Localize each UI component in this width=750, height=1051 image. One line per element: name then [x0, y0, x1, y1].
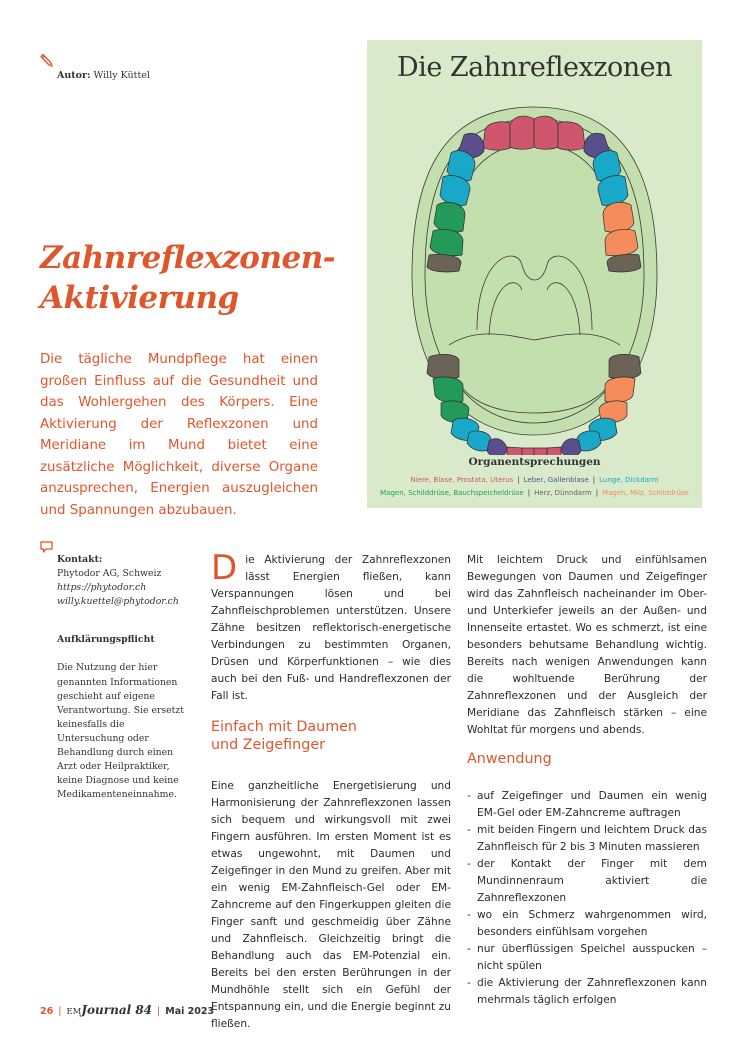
- magazine-title: Journal 84: [81, 1003, 153, 1017]
- title-line-1: Zahnreflexzonen-: [40, 240, 336, 276]
- pencil-icon: [40, 53, 54, 67]
- disclaimer-text: Die Nutzung der hier genannten Informationen geschieht auf eigene Verantwortung. Sie ersetzt keinesfalls die Untersuchung oder Behandlung durch einen Arzt oder Heilpraktiker, keine Diagnose und keine Medikamenteneinnahme.: [57, 662, 185, 801]
- lead-paragraph: Die tägliche Mundpflege hat einen großen Einfluss auf die Gesundheit und das Wohlergehen des Körpers. Eine Aktivierung der Reflexzonen und Meridiane im Mund bietet eine zusätzliche Möglichkeit, diverse Organe anzusprechen, Energien auszugleichen und Spannungen abzubauen.: [40, 352, 318, 518]
- disclaimer-title: Aufklärungspflicht: [57, 634, 155, 646]
- intro-paragraph: [211, 548, 451, 705]
- legend-separator: |: [517, 476, 520, 484]
- list-item: - die Aktivierung der Zahnreflexzonen kann mehrmals täglich erfolgen: [467, 975, 707, 1009]
- dropcap: D: [211, 548, 238, 588]
- contact-company: Phytodor AG, Schweiz: [57, 568, 162, 580]
- section-heading-application: Anwendung: [467, 751, 552, 767]
- magazine-prefix: EM: [66, 1007, 82, 1017]
- list-item: - mit beiden Fingern und leichtem Druck das Zahnfleisch für 2 bis 3 Minuten massieren: [467, 822, 707, 856]
- section-paragraph: Eine ganzheitliche Energetisierung und Harmonisierung der Zahnreflexzonen lassen sich bequem und wirkungsvoll mit zwei Fingern ausführen. Im ersten Moment ist es etwas ungewohnt, mit Daumen und Zeigefinger in den Mund zu greifen. Aber mit ein wenig EM-Zahnfleisch-Gel oder EM-Zahncreme auf den Fingerkuppen gleiten die Finger sanft und geschmeidig über Zähne und Zahnfleisch. Gleichzeitig bringt die Behandlung auch das EM-Potenzial ein. Bereits bei den ersten Berührungen in der Mundhöhle stellt sich ein Gefühl der Entspannung ein, und die Energie beginnt zu fließen.: [211, 780, 451, 1030]
- section-heading-line-1: Einfach mit Daumen: [211, 719, 357, 735]
- legend-item-liver: Leber, Gallenblase: [523, 476, 589, 484]
- page-footer: [40, 1003, 214, 1017]
- legend-item-kidney: Niere, Blase, Prostata, Uterus: [410, 476, 514, 484]
- contact-label: Kontakt:: [57, 554, 103, 565]
- speech-bubble-icon: [40, 541, 53, 553]
- author-label: Autor:: [57, 70, 91, 81]
- list-item: - der Kontakt der Finger mit dem Mundinnenraum aktiviert die Zahnreflexzonen: [467, 856, 707, 907]
- application-steps-list: [467, 788, 707, 1009]
- figure-title: Die Zahnreflexzonen: [397, 52, 672, 83]
- legend-separator: |: [595, 489, 599, 497]
- article-column-2: [467, 552, 707, 1009]
- legend-row: [367, 489, 702, 497]
- list-item: - wo ein Schmerz wahrgenommen wird, besonders einfühlsam vorgehen: [467, 907, 707, 941]
- legend-row: [367, 476, 702, 484]
- mouth-diagram: [367, 95, 702, 455]
- page-number: 26: [40, 1006, 54, 1017]
- list-item: - nur überflüssigen Speichel ausspucken – nicht spülen: [467, 941, 707, 975]
- article-column-1: [211, 548, 451, 1033]
- legend-separator: |: [527, 489, 531, 497]
- body-paragraph: Mit leichtem Druck und einfühlsamen Bewegungen von Daumen und Zeigefinger wird das Zahnfleisch nacheinander im Ober- und Unterkiefer jeweils an der Außen- und Innenseite ertastet. Wo es schmerzt, ist eine besonders behutsame Behandlung wichtig. Bereits nach wenigen Anwendungen kann die wohltuende Berührung der Zahnreflexzonen und der Ausgleich der Meridiane das Zahnfleisch stärken – eine Wohltat für morgens und abends.: [467, 554, 707, 736]
- legend-item-stomach-spleen: Magen, Milz, Schilddrüse: [602, 489, 689, 497]
- section-heading-line-2: und Zeigefinger: [211, 737, 325, 753]
- tooth-reflex-zones-figure: [367, 40, 702, 508]
- footer-separator: |: [58, 1006, 62, 1017]
- legend-item-stomach-thyroid: Magen, Schilddrüse, Bauchspeicheldrüse: [380, 489, 524, 497]
- author-name: Willy Küttel: [93, 70, 150, 81]
- sidebar-info: [57, 553, 197, 802]
- legend-separator: |: [592, 476, 596, 484]
- issue-date: Mai 2023: [165, 1006, 215, 1017]
- footer-separator: |: [157, 1006, 161, 1017]
- list-item: - auf Zeigefinger und Daumen ein wenig EM-Gel oder EM-Zahncreme auftragen: [467, 788, 707, 822]
- intro-text: ie Aktivierung der Zahnreflexzonen lässt Energien fließen, kann Verspannungen lösen und bei Zahnfleischproblemen unterstützen. Unsere Zähne besitzen reflektorisch-energetische Verbindungen zu bestimmten Organen, Drüsen und Körperfunktionen – wie dies auch bei den Fuß- und Handreflexzonen der Fall ist.: [211, 554, 451, 702]
- legend-item-heart: Herz, Dünndarm: [534, 489, 592, 497]
- contact-website-link[interactable]: https://phytodor.ch: [57, 582, 147, 594]
- contact-email-link[interactable]: willy.kuettel@phytodor.ch: [57, 596, 179, 608]
- section-heading-thumb: [211, 718, 451, 754]
- page-title: [40, 238, 360, 318]
- title-line-2: Aktivierung: [40, 280, 239, 316]
- legend-title: Organentsprechungen: [468, 456, 601, 468]
- legend-item-lung: Lunge, Dickdarm: [599, 476, 659, 484]
- author-line: [57, 70, 150, 81]
